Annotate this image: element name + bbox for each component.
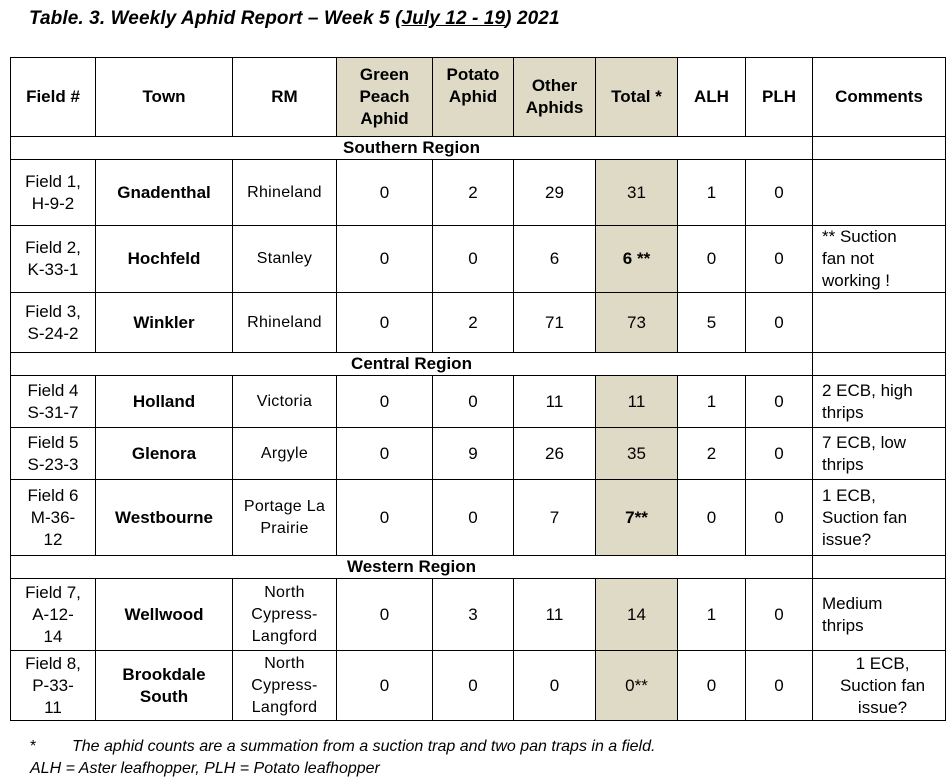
town-cell — [96, 579, 233, 651]
rm-cell — [233, 428, 337, 480]
potato-aphid-cell: 3 — [433, 579, 514, 651]
rm-cell-line: North — [264, 583, 305, 601]
rm-cell-line: Cypress- — [251, 605, 318, 623]
green-peach-aphid-cell: 0 — [337, 293, 433, 353]
footnote-abbreviations: ALH = Aster leafhopper, PLH = Potato leafhopper — [30, 760, 380, 777]
region-comments-cell — [813, 137, 946, 160]
header-potato-aphid — [433, 58, 514, 137]
footnote-aphid-counts — [30, 738, 655, 756]
field-id-cell-line: H-9-2 — [31, 193, 75, 213]
table-row — [11, 428, 946, 480]
table-row — [11, 376, 946, 428]
total-cell: 0** — [596, 651, 678, 721]
potato-aphid-cell: 0 — [433, 226, 514, 293]
town-cell-line: Wellwood — [124, 604, 204, 624]
rm-cell — [233, 226, 337, 293]
rm-cell-line: North — [264, 654, 305, 672]
comments-cell-line: Suction fan — [839, 675, 926, 695]
town-cell-line: Winkler — [133, 312, 195, 332]
region-label: Western Region — [11, 556, 813, 579]
region-row — [11, 137, 946, 160]
other-aphids-cell: 26 — [514, 428, 596, 480]
town-cell-line: Gnadenthal — [117, 182, 211, 202]
region-label: Southern Region — [11, 137, 813, 160]
region-comments-cell — [813, 353, 946, 376]
field-id-cell-line: S-24-2 — [27, 323, 79, 343]
rm-cell-line: Stanley — [256, 250, 313, 267]
field-id-cell — [11, 160, 96, 226]
green-peach-aphid-cell: 0 — [337, 579, 433, 651]
field-id-cell-line: P-33- — [32, 675, 74, 695]
green-peach-aphid-cell: 0 — [337, 428, 433, 480]
region-comments-cell — [813, 556, 946, 579]
header-row — [11, 58, 946, 137]
other-aphids-cell: 11 — [514, 376, 596, 428]
header-other-line: Aphids — [525, 98, 584, 117]
plh-cell: 0 — [746, 226, 813, 293]
rm-cell-line: Victoria — [256, 392, 313, 410]
total-cell: 31 — [596, 160, 678, 226]
title-suffix: ) 2021 — [505, 8, 560, 29]
plh-cell: 0 — [746, 651, 813, 721]
plh-cell: 0 — [746, 293, 813, 353]
rm-cell — [233, 579, 337, 651]
region-label: Central Region — [11, 353, 813, 376]
header-town: Town — [96, 58, 233, 137]
field-id-cell — [11, 376, 96, 428]
comments-cell — [813, 480, 946, 556]
header-other-aphids — [514, 58, 596, 137]
comments-cell-line: thrips — [822, 454, 864, 474]
comments-cell-line: ** Suction — [822, 227, 897, 246]
plh-cell: 0 — [746, 579, 813, 651]
green-peach-aphid-cell: 0 — [337, 226, 433, 293]
total-cell: 14 — [596, 579, 678, 651]
potato-aphid-cell: 0 — [433, 651, 514, 721]
comments-cell-line: 7 ECB, low — [822, 432, 907, 452]
alh-cell: 1 — [678, 579, 746, 651]
header-gpa-line: Peach — [359, 87, 410, 106]
header-comments: Comments — [813, 58, 946, 137]
plh-cell: 0 — [746, 160, 813, 226]
green-peach-aphid-cell: 0 — [337, 160, 433, 226]
potato-aphid-cell: 2 — [433, 293, 514, 353]
field-id-cell — [11, 428, 96, 480]
header-green-peach-aphid — [337, 58, 433, 137]
town-cell-line: Holland — [132, 391, 196, 411]
field-id-cell-line: Field 6 — [27, 485, 79, 505]
total-cell: 6 ** — [596, 226, 678, 293]
plh-cell: 0 — [746, 480, 813, 556]
potato-aphid-cell: 9 — [433, 428, 514, 480]
alh-cell: 0 — [678, 226, 746, 293]
alh-cell: 0 — [678, 651, 746, 721]
field-id-cell-line: S-31-7 — [27, 402, 79, 422]
rm-cell-line: Langford — [251, 698, 318, 716]
rm-cell — [233, 293, 337, 353]
region-row — [11, 556, 946, 579]
field-id-cell-line: S-23-3 — [27, 454, 79, 474]
header-total: Total * — [596, 58, 678, 137]
town-cell-line: Westbourne — [115, 507, 213, 527]
total-cell: 11 — [596, 376, 678, 428]
comments-cell-line: working ! — [822, 271, 891, 290]
town-cell — [96, 160, 233, 226]
field-id-cell-line: Field 3, — [25, 301, 81, 321]
field-id-cell-line: 11 — [44, 697, 62, 717]
header-pa-line: Potato — [446, 65, 500, 84]
other-aphids-cell: 71 — [514, 293, 596, 353]
rm-cell — [233, 480, 337, 556]
comments-cell-line: fan not — [822, 249, 874, 268]
comments-cell-line: 1 ECB, — [822, 485, 876, 505]
rm-cell-line: Rhineland — [247, 313, 322, 331]
region-row — [11, 353, 946, 376]
header-rm: RM — [233, 58, 337, 137]
footnote-star: * — [30, 738, 37, 755]
town-cell — [96, 376, 233, 428]
total-cell: 7** — [596, 480, 678, 556]
field-id-cell — [11, 579, 96, 651]
alh-cell: 5 — [678, 293, 746, 353]
title-prefix: Table. 3. Weekly Aphid Report – Week 5 ( — [29, 8, 402, 29]
comments-cell — [813, 579, 946, 651]
town-cell-line: Glenora — [131, 443, 197, 463]
field-id-cell-line: A-12- — [32, 604, 74, 624]
town-cell — [96, 480, 233, 556]
header-gpa-line: Green — [359, 65, 410, 84]
plh-cell: 0 — [746, 428, 813, 480]
comments-cell — [813, 651, 946, 721]
field-id-cell-line: 14 — [43, 626, 63, 646]
comments-cell-line: thrips — [822, 615, 864, 635]
town-cell-line: Brookdale — [122, 664, 206, 684]
table-row — [11, 651, 946, 721]
town-cell — [96, 428, 233, 480]
table-row — [11, 480, 946, 556]
rm-cell-line: Langford — [251, 627, 318, 645]
rm-cell-line: Portage La — [243, 497, 326, 515]
rm-cell-line: Prairie — [260, 519, 309, 537]
comments-cell — [813, 428, 946, 480]
green-peach-aphid-cell: 0 — [337, 376, 433, 428]
field-id-cell — [11, 480, 96, 556]
field-id-cell-line: Field 2, — [25, 238, 81, 257]
alh-cell: 2 — [678, 428, 746, 480]
other-aphids-cell: 6 — [514, 226, 596, 293]
other-aphids-cell: 7 — [514, 480, 596, 556]
town-cell — [96, 293, 233, 353]
comments-cell-line: Suction fan — [822, 507, 908, 527]
field-id-cell-line: Field 8, — [25, 653, 81, 673]
comments-cell-line: 1 ECB, — [855, 653, 910, 673]
title-dates: July 12 - 19 — [401, 8, 506, 29]
field-id-cell — [11, 226, 96, 293]
table-row — [11, 293, 946, 353]
comments-cell — [813, 376, 946, 428]
comments-cell — [813, 226, 946, 293]
table-row — [11, 160, 946, 226]
header-alh: ALH — [678, 58, 746, 137]
rm-cell — [233, 651, 337, 721]
header-plh: PLH — [746, 58, 813, 137]
town-cell — [96, 226, 233, 293]
potato-aphid-cell: 2 — [433, 160, 514, 226]
town-cell-line: South — [139, 686, 189, 706]
field-id-cell-line: Field 4 — [27, 380, 79, 400]
potato-aphid-cell: 0 — [433, 480, 514, 556]
comments-cell-line: thrips — [822, 402, 864, 422]
table-row — [11, 226, 946, 293]
comments-cell — [813, 160, 946, 226]
town-cell-line: Hochfeld — [127, 249, 201, 268]
field-id-cell-line: Field 5 — [27, 432, 79, 452]
header-field: Field # — [11, 58, 96, 137]
potato-aphid-cell: 0 — [433, 376, 514, 428]
footnote-line1: The aphid counts are a summation from a suction trap and two pan traps in a field. — [72, 738, 656, 755]
green-peach-aphid-cell: 0 — [337, 651, 433, 721]
field-id-cell-line: Field 1, — [25, 171, 81, 191]
plh-cell: 0 — [746, 376, 813, 428]
rm-cell-line: Rhineland — [247, 183, 322, 201]
header-pa-line: Aphid — [448, 87, 498, 106]
field-id-cell-line: K-33-1 — [27, 260, 79, 279]
header-other-line: Other — [531, 76, 578, 95]
other-aphids-cell: 11 — [514, 579, 596, 651]
alh-cell: 1 — [678, 160, 746, 226]
rm-cell — [233, 160, 337, 226]
other-aphids-cell: 0 — [514, 651, 596, 721]
rm-cell-line: Cypress- — [251, 676, 318, 694]
comments-cell-line: issue? — [857, 697, 908, 717]
comments-cell-line: 2 ECB, high — [822, 380, 913, 400]
comments-cell-line: issue? — [822, 529, 872, 549]
field-id-cell — [11, 293, 96, 353]
rm-cell-line: Argyle — [260, 444, 309, 462]
total-cell: 73 — [596, 293, 678, 353]
alh-cell: 0 — [678, 480, 746, 556]
field-id-cell — [11, 651, 96, 721]
green-peach-aphid-cell: 0 — [337, 480, 433, 556]
table-title — [29, 8, 560, 30]
header-gpa-line: Aphid — [360, 109, 409, 128]
field-id-cell-line: M-36- — [30, 507, 76, 527]
aphid-report-table — [10, 57, 946, 721]
table-row — [11, 579, 946, 651]
comments-cell — [813, 293, 946, 353]
total-cell: 35 — [596, 428, 678, 480]
field-id-cell-line: Field 7, — [25, 582, 81, 602]
town-cell — [96, 651, 233, 721]
comments-cell-line: Medium — [822, 593, 883, 613]
rm-cell — [233, 376, 337, 428]
other-aphids-cell: 29 — [514, 160, 596, 226]
alh-cell: 1 — [678, 376, 746, 428]
field-id-cell-line: 12 — [43, 529, 63, 549]
